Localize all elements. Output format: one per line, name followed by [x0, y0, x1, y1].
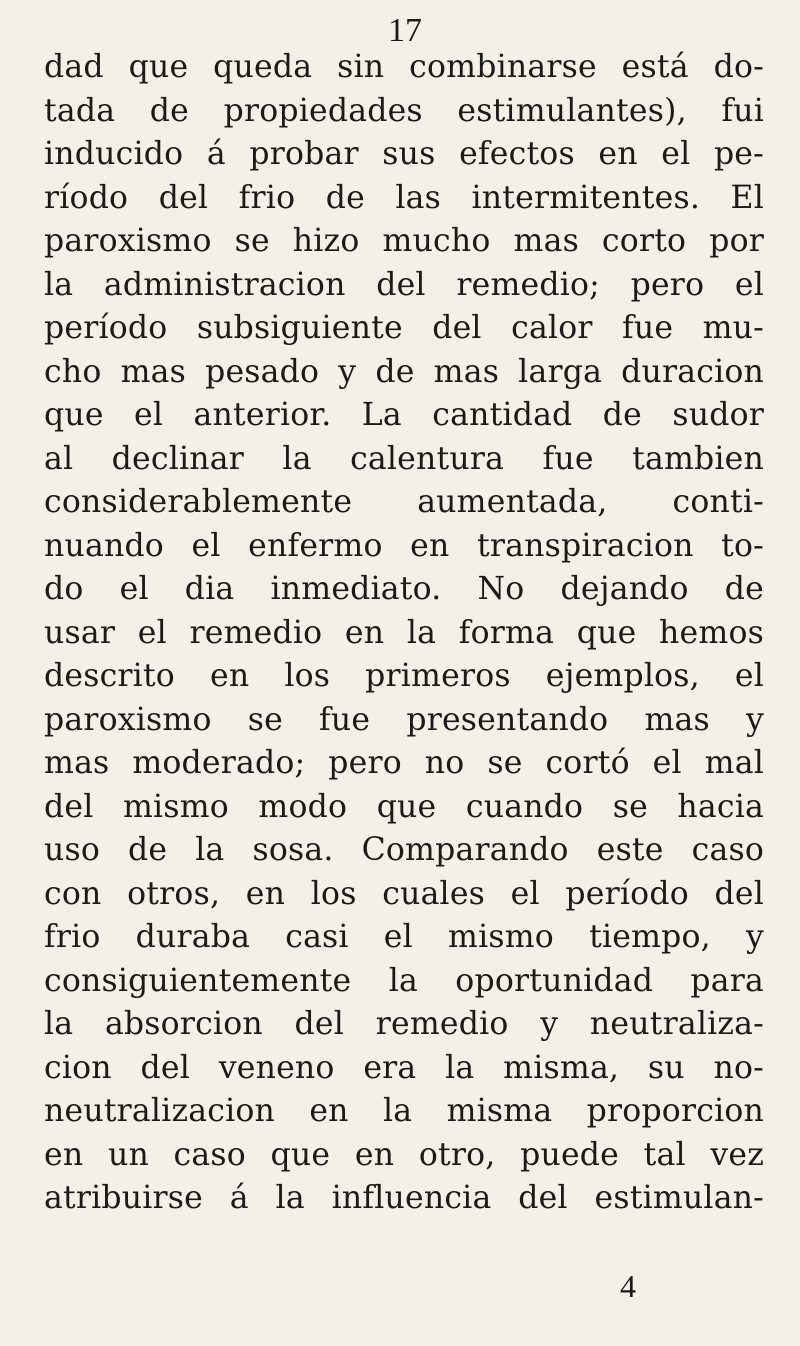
body-text: [44, 46, 764, 1221]
text-line: que el anterior. La cantidad de sudor: [44, 397, 764, 433]
text-line: inducido á probar sus efectos en el pe-: [44, 136, 764, 172]
text-line: cion del veneno era la misma, su no-: [44, 1049, 764, 1086]
text-line: do el dia inmediato. No dejando de: [44, 571, 764, 607]
text-line: tada de propiedades estimulantes), fui: [44, 92, 764, 129]
text-line: período subsiguiente del calor fue mu-: [44, 310, 764, 346]
text-line: dad que queda sin combinarse está do-: [44, 49, 764, 85]
text-line: consiguientemente la oportunidad para: [44, 962, 764, 999]
text-line: atribuirse á la influencia del estimulan-: [44, 1180, 764, 1216]
text-line: nuando el enfermo en transpiracion to-: [44, 527, 764, 564]
text-line: la absorcion del remedio y neutraliza-: [44, 1006, 764, 1042]
text-line: al declinar la calentura fue tambien: [44, 440, 764, 477]
page-number: 17: [388, 12, 422, 49]
text-line: frio duraba casi el mismo tiempo, y: [44, 919, 764, 955]
text-line: descrito en los primeros ejemplos, el: [44, 658, 764, 694]
text-line: mas moderado; pero no se cortó el mal: [44, 745, 764, 781]
text-line: uso de la sosa. Comparando este caso: [44, 832, 764, 868]
text-line: en un caso que en otro, puede tal vez: [44, 1136, 764, 1173]
text-line: paroxismo se hizo mucho mas corto por: [44, 223, 764, 259]
text-line: ríodo del frio de las intermitentes. El: [44, 179, 764, 216]
text-line: la administracion del remedio; pero el: [44, 266, 764, 303]
text-line: neutralizacion en la misma proporcion: [44, 1093, 764, 1129]
text-line: usar el remedio en la forma que hemos: [44, 614, 764, 651]
text-line: cho mas pesado y de mas larga duracion: [44, 353, 764, 390]
text-line: paroxismo se fue presentando mas y: [44, 701, 764, 738]
text-line: considerablemente aumentada, conti-: [44, 484, 764, 520]
text-line: con otros, en los cuales el período del: [44, 875, 764, 912]
signature-mark: 4: [620, 1268, 636, 1304]
text-line: del mismo modo que cuando se hacia: [44, 788, 764, 825]
